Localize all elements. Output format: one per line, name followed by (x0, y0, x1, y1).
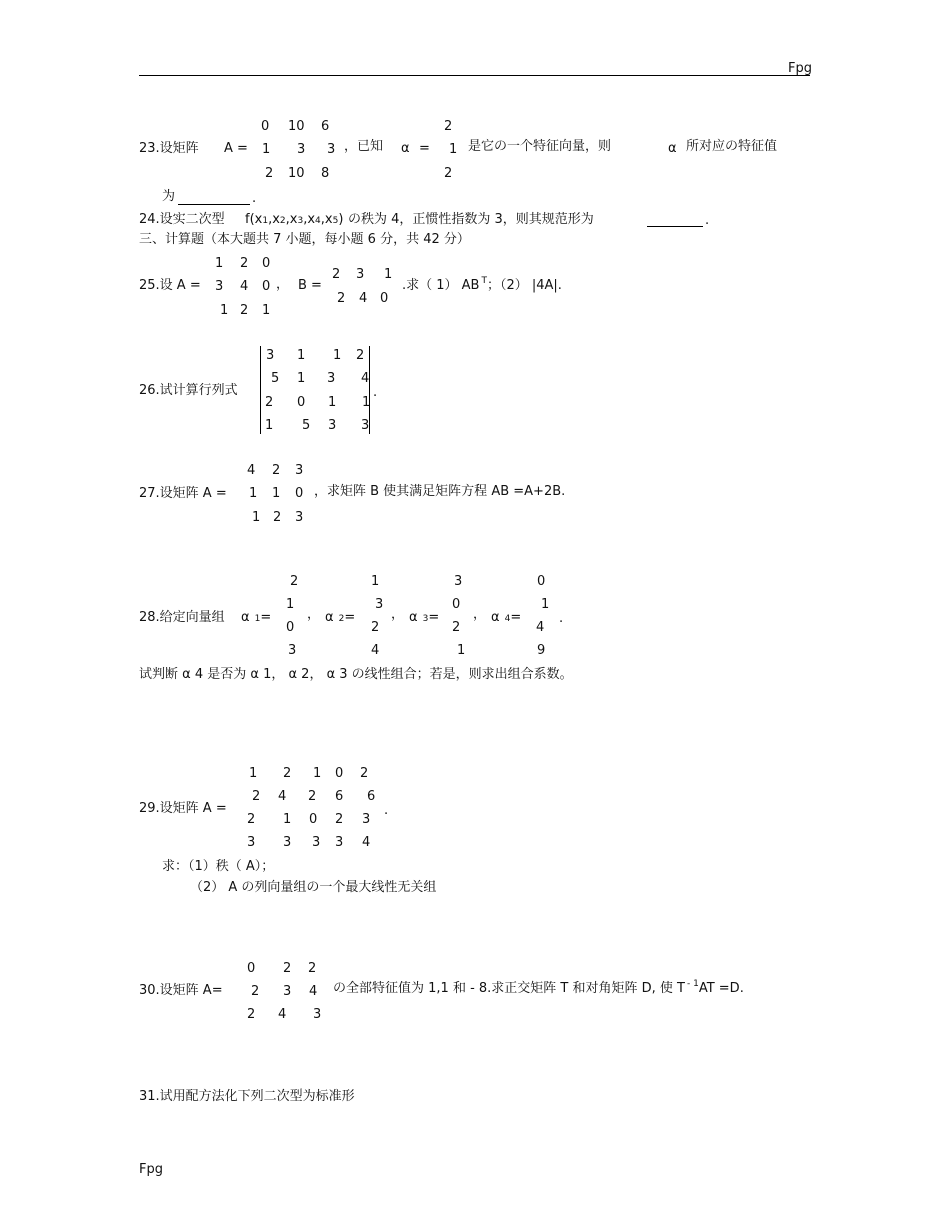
q25-b-eq: B = (298, 278, 322, 293)
matrix-cell: 2 (283, 766, 292, 781)
answer-blank (647, 226, 703, 227)
q25-ask-text2: ；（2） |4A|. (486, 278, 562, 293)
det-cell: 1 (265, 418, 274, 433)
matrix-cell: 4 (309, 984, 318, 999)
det-cell: 2 (265, 395, 274, 410)
matrix-cell: 2 (335, 812, 344, 827)
det-cell: 0 (297, 395, 306, 410)
q23-wei: 为 (162, 189, 176, 204)
q23-tail2: 所对应の特征值 (686, 139, 778, 154)
det-cell: 4 (361, 371, 370, 386)
q23-label: 23.设矩阵 (139, 141, 199, 156)
alpha-symbol: α (241, 610, 250, 625)
matrix-cell: 6 (367, 789, 376, 804)
eq: = (260, 610, 272, 625)
subscript: 2 (338, 614, 345, 624)
alpha-symbol: α (325, 610, 334, 625)
matrix-cell: 2 (247, 1007, 256, 1022)
matrix-cell: 1 (313, 766, 322, 781)
alpha-symbol: α (401, 141, 410, 156)
subscript: 5 (332, 216, 339, 226)
q30-label: 30.设矩阵 A= (139, 983, 223, 998)
det-cell: 1 (297, 371, 306, 386)
matrix-cell: 3 (362, 812, 371, 827)
q26-label: 26.试计算行列式 (139, 383, 238, 398)
matrix-cell: 4 (278, 1007, 287, 1022)
q28-comma: ， (307, 607, 321, 622)
det-cell: 1 (362, 395, 371, 410)
v4-cell: 4 (536, 620, 545, 635)
eq: = (510, 610, 522, 625)
matrix-cell: 2 (337, 291, 346, 306)
matrix-cell: 10 (288, 119, 305, 134)
matrix-cell: 4 (247, 463, 256, 478)
det-cell: 3 (266, 348, 275, 363)
q29-ask2: （2） A の列向量组の一个最大线性无关组 (190, 880, 437, 895)
header-label: Fpg (788, 61, 812, 76)
matrix-cell: 2 (308, 789, 317, 804)
q24-tail: の秩为 4，正惯性指数为 3，则其规范形为 (348, 212, 594, 227)
func-part: ,x (285, 212, 298, 227)
matrix-cell: 2 (252, 789, 261, 804)
matrix-cell: 1 (220, 303, 229, 318)
subscript: 1 (262, 216, 269, 226)
matrix-cell: 6 (321, 119, 330, 134)
alpha-symbol: α (409, 610, 418, 625)
matrix-cell: 2 (283, 961, 292, 976)
alpha-4 (491, 611, 521, 624)
matrix-cell: 2 (332, 267, 341, 282)
v3-cell: 3 (454, 574, 463, 589)
matrix-cell: 1 (249, 766, 258, 781)
det-cell: 5 (271, 371, 280, 386)
q29-ask1: 求：（1）秩（ A）； (162, 859, 275, 874)
q30-tail (333, 979, 744, 996)
q23-dot: . (252, 191, 257, 206)
q28-comma: ， (473, 607, 487, 622)
q25-ask (402, 276, 562, 293)
v3-cell: 1 (457, 643, 466, 658)
matrix-cell: 4 (240, 279, 249, 294)
matrix-cell: 1 (249, 486, 258, 501)
q29-dot: . (384, 803, 389, 818)
matrix-cell: 0 (262, 256, 271, 271)
matrix-cell: 3 (327, 142, 336, 157)
v1-cell: 0 (286, 620, 295, 635)
vector-cell: 1 (449, 142, 458, 157)
q23-a-eq: A = (224, 141, 248, 156)
matrix-cell: 0 (262, 279, 271, 294)
matrix-cell: 1 (262, 142, 271, 157)
func-part: f(x (245, 212, 263, 227)
det-cell: 5 (302, 418, 311, 433)
q27-tail: ，求矩阵 B 使其满足矩阵方程 AB =A+2B. (314, 484, 566, 499)
q23-known: ，已知 (344, 139, 384, 154)
matrix-cell: 10 (288, 166, 305, 181)
matrix-cell: 1 (252, 510, 261, 525)
q27-label: 27.设矩阵 A = (139, 486, 227, 501)
matrix-cell: 2 (265, 166, 274, 181)
eq: = (428, 610, 440, 625)
matrix-cell: 1 (215, 256, 224, 271)
determinant-left-bar (260, 346, 261, 434)
matrix-cell: 2 (240, 256, 249, 271)
det-cell: 1 (333, 348, 342, 363)
matrix-cell: 2 (272, 463, 281, 478)
q24-func (245, 213, 343, 226)
func-part: ) (338, 212, 344, 227)
det-cell: 1 (328, 395, 337, 410)
matrix-cell: 3 (247, 835, 256, 850)
func-part: ,x (268, 212, 280, 227)
q25-comma: ， (276, 277, 290, 292)
q24-dot: . (705, 213, 710, 228)
footer-label: Fpg (139, 1162, 163, 1177)
matrix-cell: 4 (362, 835, 371, 850)
v3-cell: 0 (452, 597, 461, 612)
alpha-symbol: α (491, 610, 500, 625)
v2-cell: 2 (371, 620, 380, 635)
superscript: T (481, 276, 487, 286)
matrix-cell: 3 (313, 1007, 322, 1022)
matrix-cell: 3 (215, 279, 224, 294)
q30-tail-text: の全部特征值为 1,1 和 - 8.求正交矩阵 T 和对角矩阵 D, 使 T (333, 981, 685, 996)
matrix-cell: 2 (247, 812, 256, 827)
matrix-cell: 1 (272, 486, 281, 501)
q23-tail: 是它の一个特征向量，则 (468, 139, 612, 154)
superscript: - 1 (686, 979, 699, 989)
v1-cell: 1 (286, 597, 295, 612)
v4-cell: 1 (541, 597, 550, 612)
matrix-cell: 0 (247, 961, 256, 976)
matrix-cell: 3 (283, 835, 292, 850)
func-part: ,x (320, 212, 333, 227)
vector-cell: 2 (444, 166, 453, 181)
q29-label: 29.设矩阵 A = (139, 801, 227, 816)
matrix-cell: 4 (359, 291, 368, 306)
func-part: ,x (303, 212, 316, 227)
answer-blank (178, 204, 250, 205)
det-cell: 3 (361, 418, 370, 433)
alpha-symbol: α (668, 141, 677, 156)
matrix-cell: 3 (297, 142, 306, 157)
matrix-cell: 8 (321, 166, 330, 181)
section-title: 三、计算题（本大题共 7 小题，每小题 6 分，共 42 分） (139, 232, 470, 247)
alpha-1 (241, 611, 271, 624)
subscript: 3 (297, 216, 304, 226)
subscript: 4 (504, 614, 511, 624)
subscript: 2 (279, 216, 286, 226)
q30-tail-text2: AT =D. (698, 981, 744, 996)
matrix-cell: 2 (360, 766, 369, 781)
det-cell: 2 (356, 348, 365, 363)
matrix-cell: 3 (295, 510, 304, 525)
v1-cell: 3 (288, 643, 297, 658)
header-rule (139, 75, 810, 76)
q28-line2: 试判断 α 4 是否为 α 1， α 2， α 3 の线性组合；若是，则求出组合系数。 (139, 667, 573, 682)
q24-label: 24.设实二次型 (139, 212, 225, 227)
q28-dot: . (559, 611, 564, 626)
question-31: 31.试用配方法化下列二次型为标准形 (139, 1089, 355, 1104)
matrix-cell: 3 (295, 463, 304, 478)
matrix-cell: 0 (261, 119, 270, 134)
subscript: 4 (315, 216, 321, 226)
q28-label: 28.给定向量组 (139, 610, 225, 625)
v2-cell: 3 (375, 597, 384, 612)
matrix-cell: 3 (335, 835, 344, 850)
matrix-cell: 2 (251, 984, 260, 999)
matrix-cell: 0 (335, 766, 344, 781)
vector-cell: 2 (444, 119, 453, 134)
subscript: 3 (422, 614, 429, 624)
matrix-cell: 0 (295, 486, 304, 501)
v2-cell: 4 (371, 643, 380, 658)
alpha-2 (325, 611, 355, 624)
matrix-cell: 1 (283, 812, 292, 827)
matrix-cell: 2 (308, 961, 317, 976)
q25-ask-text: .求（ 1） AB (402, 278, 480, 293)
q25-label: 25.设 A = (139, 278, 201, 293)
matrix-cell: 3 (283, 984, 292, 999)
matrix-cell: 1 (384, 267, 393, 282)
matrix-cell: 0 (380, 291, 389, 306)
v2-cell: 1 (371, 574, 380, 589)
det-cell: 3 (327, 371, 336, 386)
det-cell: 1 (297, 348, 306, 363)
det-cell: 3 (328, 418, 337, 433)
subscript: 1 (254, 614, 261, 624)
matrix-cell: 1 (262, 303, 271, 318)
v4-cell: 0 (537, 574, 546, 589)
matrix-cell: 3 (356, 267, 365, 282)
q23-eq: = (419, 141, 430, 156)
eq: = (344, 610, 356, 625)
matrix-cell: 2 (273, 510, 282, 525)
v1-cell: 2 (290, 574, 299, 589)
matrix-cell: 3 (312, 835, 321, 850)
alpha-3 (409, 611, 439, 624)
matrix-cell: 2 (240, 303, 249, 318)
q26-dot: . (373, 385, 378, 400)
matrix-cell: 6 (335, 789, 344, 804)
q28-comma: ， (391, 607, 405, 622)
v4-cell: 9 (537, 643, 546, 658)
matrix-cell: 0 (309, 812, 318, 827)
v3-cell: 2 (452, 620, 461, 635)
matrix-cell: 4 (278, 789, 287, 804)
